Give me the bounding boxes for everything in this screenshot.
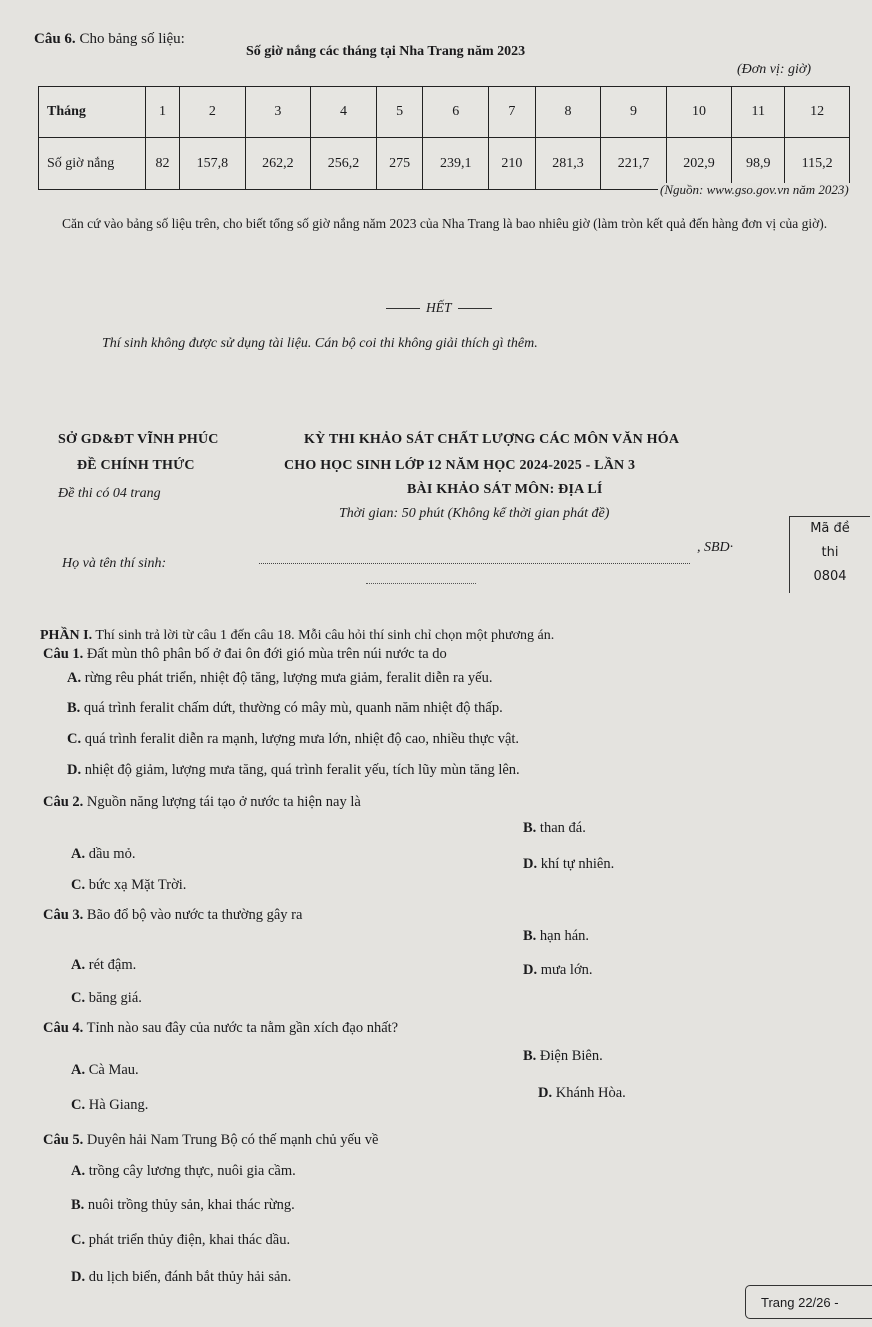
option-a	[67, 670, 492, 687]
option-text: rừng rêu phát triển, nhiệt độ tăng, lượng mưa giảm, feralit diễn ra yếu.	[81, 670, 493, 686]
exam-title-line1: KỲ THI KHẢO SÁT CHẤT LƯỢNG CÁC MÔN VĂN HÓA	[304, 432, 680, 447]
question-label: Câu 1.	[43, 646, 84, 662]
option-text: phát triển thủy điện, khai thác dầu.	[85, 1232, 291, 1248]
hours-cell: 157,8	[180, 138, 246, 190]
option-key: A.	[71, 957, 86, 973]
option-key: D.	[538, 1085, 553, 1101]
option-key: A.	[71, 846, 86, 862]
exam-code-label: Mã đề	[810, 521, 850, 536]
official-label: ĐỀ CHÍNH THỨC	[77, 458, 195, 473]
option-b	[67, 700, 503, 717]
option-d	[67, 762, 520, 779]
option-text: băng giá.	[85, 990, 142, 1006]
table-row-months	[39, 87, 850, 138]
option-key: A.	[67, 670, 82, 686]
option-key: D.	[523, 962, 538, 978]
option-d	[523, 856, 614, 873]
question-3	[43, 907, 302, 924]
option-text: quá trình feralit chấm dứt, thường có mây mù, quanh năm nhiệt độ thấp.	[80, 700, 503, 716]
option-a	[71, 957, 136, 974]
option-key: D.	[523, 856, 538, 872]
option-c	[71, 877, 186, 894]
option-key: B.	[523, 928, 537, 944]
question-6-text: Cho bảng số liệu:	[75, 31, 185, 47]
option-text: hạn hán.	[536, 928, 590, 944]
hours-cell: 210	[488, 138, 535, 190]
option-text: than đá.	[536, 820, 586, 836]
name-dotted-line-2	[366, 583, 476, 584]
month-cell: 10	[666, 87, 732, 138]
question-text: Bão đổ bộ vào nước ta thường gây ra	[83, 907, 303, 923]
question-text: Đất mùn thô phân bố ở đai ôn đới gió mùa trên núi nước ta do	[83, 646, 447, 662]
month-cell: 5	[376, 87, 423, 138]
exam-code-value: 0804	[813, 569, 847, 584]
question-4	[43, 1020, 398, 1037]
option-key: C.	[71, 990, 86, 1006]
row-header-hours: Số giờ nắng	[39, 138, 146, 190]
option-text: khí tự nhiên.	[537, 856, 615, 872]
question-5	[43, 1132, 379, 1149]
option-key: C.	[71, 1232, 86, 1248]
hours-cell: 202,9	[666, 138, 732, 190]
option-d	[538, 1085, 626, 1102]
option-text: rét đậm.	[85, 957, 137, 973]
option-d	[523, 962, 593, 979]
page-number: Trang 22/26 -	[745, 1285, 872, 1319]
exam-subject: BÀI KHẢO SÁT MÔN: ĐỊA LÍ	[407, 482, 603, 497]
question-6-label: Câu 6.	[34, 31, 76, 47]
question-2	[43, 794, 361, 811]
hours-cell: 275	[376, 138, 423, 190]
hours-cell: 115,2	[785, 138, 850, 190]
table-source: (Nguồn: www.gso.gov.vn năm 2023)	[660, 182, 849, 197]
part-1-instructions	[40, 628, 870, 644]
question-text: Tỉnh nào sau đây của nước ta nằm gần xích đạo nhất?	[83, 1020, 399, 1036]
option-b	[523, 820, 586, 837]
month-cell: 9	[601, 87, 667, 138]
exam-time: Thời gian: 50 phút (Không kể thời gian phát đề)	[339, 506, 610, 521]
option-b	[523, 1048, 603, 1065]
exam-code-label-2: thi	[821, 545, 839, 560]
month-cell: 7	[488, 87, 535, 138]
option-key: D.	[67, 762, 82, 778]
month-cell: 11	[732, 87, 785, 138]
option-c	[71, 1232, 290, 1249]
option-text: Hà Giang.	[85, 1097, 149, 1113]
question-label: Câu 4.	[43, 1020, 84, 1036]
option-d	[71, 1269, 291, 1286]
end-text: HẾT	[426, 300, 452, 315]
option-key: A.	[71, 1163, 86, 1179]
part-1-text: Thí sinh trả lời từ câu 1 đến câu 18. Mỗi câu hỏi thí sinh chỉ chọn một phương án.	[92, 628, 555, 643]
option-text: trồng cây lương thực, nuôi gia cầm.	[85, 1163, 296, 1179]
option-text: Cà Mau.	[85, 1062, 139, 1078]
month-cell: 1	[146, 87, 180, 138]
month-cell: 12	[785, 87, 850, 138]
month-cell: 3	[245, 87, 311, 138]
option-key: C.	[71, 877, 86, 893]
option-key: C.	[71, 1097, 86, 1113]
option-text: dầu mỏ.	[85, 846, 136, 862]
hours-cell: 239,1	[423, 138, 489, 190]
option-text: nuôi trồng thủy sản, khai thác rừng.	[84, 1197, 295, 1213]
page-count: Đề thi có 04 trang	[58, 486, 161, 501]
option-text: Khánh Hòa.	[552, 1085, 626, 1101]
hours-cell: 82	[146, 138, 180, 190]
hours-cell: 221,7	[601, 138, 667, 190]
table-caption: Số giờ nắng các tháng tại Nha Trang năm 2023	[246, 44, 526, 59]
option-key: C.	[67, 731, 82, 747]
option-c	[71, 990, 142, 1007]
month-cell: 2	[180, 87, 246, 138]
option-key: D.	[71, 1269, 86, 1285]
question-text: Nguồn năng lượng tái tạo ở nước ta hiện nay là	[83, 794, 361, 810]
question-label: Câu 3.	[43, 907, 84, 923]
option-c	[67, 731, 519, 748]
option-a	[71, 846, 135, 863]
student-name-label: Họ và tên thí sinh:	[62, 556, 167, 571]
option-text: nhiệt độ giảm, lượng mưa tăng, quá trình feralit yếu, tích lũy mùn tăng lên.	[81, 762, 520, 778]
option-text: mưa lớn.	[537, 962, 593, 978]
option-b	[71, 1197, 295, 1214]
part-1-label: PHẦN I.	[40, 628, 93, 643]
hours-cell: 262,2	[245, 138, 311, 190]
question-1	[43, 646, 447, 663]
option-text: quá trình feralit diễn ra mạnh, lượng mưa lớn, nhiệt độ cao, nhiều thực vật.	[81, 731, 520, 747]
option-a	[71, 1163, 296, 1180]
row-header-month: Tháng	[39, 87, 146, 138]
end-marker	[380, 300, 498, 316]
hours-cell: 98,9	[732, 138, 785, 190]
month-cell: 4	[311, 87, 377, 138]
sbd-label: , SBD·	[697, 540, 734, 555]
month-cell: 6	[423, 87, 489, 138]
department: SỞ GD&ĐT VĨNH PHÚC	[58, 432, 219, 447]
option-b	[523, 928, 589, 945]
option-text: bức xạ Mặt Trời.	[85, 877, 187, 893]
hours-cell: 281,3	[535, 138, 601, 190]
option-key: B.	[71, 1197, 85, 1213]
exam-note: Thí sinh không được sử dụng tài liệu. Cán bộ coi thi không giải thích gì thêm.	[102, 336, 538, 351]
exam-title-line2: CHO HỌC SINH LỚP 12 NĂM HỌC 2024-2025 - LẦN 3	[284, 458, 636, 473]
sunshine-table	[38, 86, 850, 190]
option-c	[71, 1097, 148, 1114]
option-key: B.	[523, 820, 537, 836]
option-key: B.	[67, 700, 81, 716]
option-a	[71, 1062, 139, 1079]
name-dotted-line	[259, 563, 690, 564]
month-cell: 8	[535, 87, 601, 138]
option-text: du lịch biển, đánh bắt thủy hải sản.	[85, 1269, 292, 1285]
question-label: Câu 2.	[43, 794, 84, 810]
hours-cell: 256,2	[311, 138, 377, 190]
option-key: A.	[71, 1062, 86, 1078]
option-key: B.	[523, 1048, 537, 1064]
question-label: Câu 5.	[43, 1132, 84, 1148]
option-text: Điện Biên.	[536, 1048, 603, 1064]
question-text: Duyên hải Nam Trung Bộ có thế mạnh chủ yếu về	[83, 1132, 379, 1148]
question-6-prompt: Căn cứ vào bảng số liệu trên, cho biết tổng số giờ nắng năm 2023 của Nha Trang là bao nhiêu giờ (làm tròn kết quả đến hàng đơn vị của giờ).	[62, 216, 828, 231]
question-6-intro	[34, 31, 185, 48]
table-unit: (Đơn vị: giờ)	[737, 62, 812, 77]
exam-code-box	[789, 516, 870, 593]
